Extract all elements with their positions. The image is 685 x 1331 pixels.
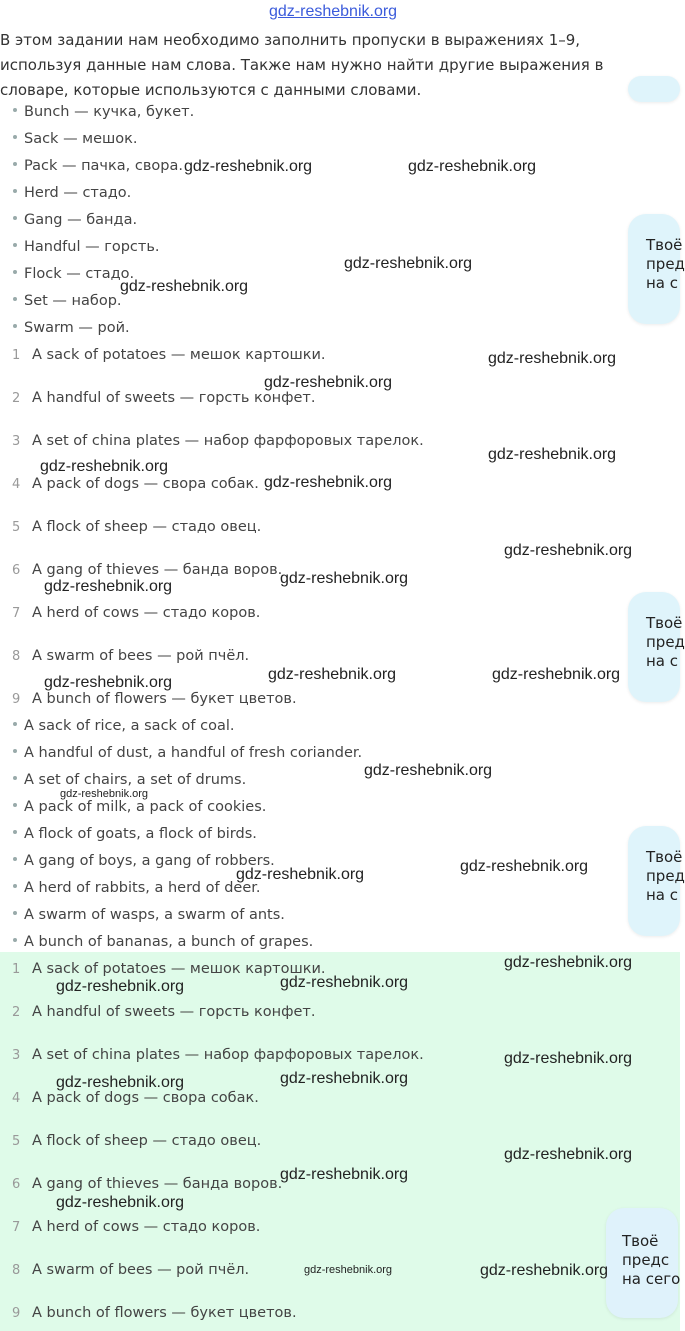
- list-item-text: A bunch of bananas, a bunch of grapes.: [24, 934, 314, 950]
- bullet-icon: [13, 857, 17, 861]
- list-item-text: A sack of rice, a sack of coal.: [24, 718, 235, 734]
- list-item: [13, 131, 138, 147]
- bullet-icon: [13, 830, 17, 834]
- item-number: 3: [12, 434, 21, 449]
- list-item: [13, 104, 194, 120]
- bullet-icon: [13, 108, 17, 112]
- bullet-icon: [13, 324, 17, 328]
- list-item: [12, 1262, 249, 1278]
- list-item-text: A swarm of wasps, a swarm of ants.: [24, 907, 285, 923]
- bubble-line: Твоё: [622, 1232, 659, 1250]
- item-text: A herd of cows — стадо коров.: [32, 605, 261, 621]
- list-item: [12, 433, 424, 449]
- list-item: [13, 266, 134, 282]
- item-text: A swarm of bees — рой пчёл.: [32, 1262, 250, 1278]
- watermark: gdz-reshebnik.org: [236, 866, 365, 883]
- chat-bubble-partial[interactable]: [628, 76, 680, 102]
- list-item-text: A gang of boys, a gang of robbers.: [24, 853, 275, 869]
- list-item: [13, 907, 285, 923]
- list-item: [12, 519, 261, 535]
- item-number: 2: [12, 391, 21, 406]
- bullet-icon: [13, 938, 17, 942]
- item-number: 4: [12, 477, 21, 492]
- chat-bubble[interactable]: [606, 1208, 681, 1318]
- item-text: A handful of sweets — горсть конфет.: [32, 1004, 316, 1020]
- watermark: gdz-reshebnik.org: [504, 1146, 633, 1163]
- item-text: A flock of sheep — стадо овец.: [32, 1133, 262, 1149]
- bullet-icon: [13, 722, 17, 726]
- watermark: gdz-reshebnik.org: [488, 350, 617, 367]
- watermark: gdz-reshebnik.org: [56, 1074, 185, 1091]
- item-number: 1: [12, 348, 21, 363]
- item-number: 8: [12, 649, 21, 664]
- list-item-text: A handful of dust, a handful of fresh coriander.: [24, 745, 363, 761]
- list-item: [13, 320, 130, 336]
- bullet-icon: [13, 189, 17, 193]
- watermark: gdz-reshebnik.org: [460, 858, 589, 875]
- list-item: [12, 347, 326, 363]
- watermark: gdz-reshebnik.org: [44, 578, 173, 595]
- list-item: [12, 691, 297, 707]
- item-text: A set of china plates — набор фарфоровых тарелок.: [32, 433, 424, 449]
- bubble-line: на сего: [622, 1270, 681, 1288]
- list-item: [12, 1090, 259, 1106]
- item-text: A bunch of flowers — букет цветов.: [32, 691, 297, 707]
- list-item-text: Swarm — рой.: [24, 320, 130, 336]
- watermark: gdz-reshebnik.org: [492, 666, 621, 683]
- list-item: [13, 826, 257, 842]
- list-item: [13, 745, 362, 761]
- bubble-line: на с: [646, 886, 679, 904]
- watermark: gdz-reshebnik.org: [40, 458, 169, 475]
- list-item: [12, 1219, 260, 1235]
- bubble-line: Твоё: [646, 848, 683, 866]
- watermark: gdz-reshebnik.org: [264, 474, 393, 491]
- bullet-icon: [13, 270, 17, 274]
- item-text: A gang of thieves — банда воров.: [32, 562, 283, 578]
- list-item: [12, 1004, 315, 1020]
- list-item: [12, 1305, 297, 1321]
- item-text: A sack of potatoes — мешок картошки.: [32, 961, 326, 977]
- list-item: [13, 799, 266, 815]
- watermark: gdz-reshebnik.org: [56, 978, 185, 995]
- list-item: [12, 648, 249, 664]
- list-item-text: A herd of rabbits, a herd of deer.: [24, 880, 261, 896]
- item-text: A pack of dogs — свора собак.: [32, 476, 259, 492]
- watermark: gdz-reshebnik.org: [120, 278, 249, 295]
- bullet-icon: [13, 803, 17, 807]
- watermark-top[interactable]: gdz-reshebnik.org: [269, 3, 398, 20]
- watermark: gdz-reshebnik.org: [184, 158, 313, 175]
- bullet-icon: [13, 135, 17, 139]
- list-item-text: Herd — стадо.: [24, 185, 132, 201]
- list-item-text: A set of chairs, a set of drums.: [24, 772, 247, 788]
- list-item-text: Handful — горсть.: [24, 239, 160, 255]
- bubble-line: на с: [646, 652, 679, 670]
- watermark: gdz-reshebnik.org: [56, 1194, 185, 1211]
- item-number: 2: [12, 1005, 21, 1020]
- watermark: gdz-reshebnik.org: [364, 762, 493, 779]
- item-text: A handful of sweets — горсть конфет.: [32, 390, 316, 406]
- watermark: gdz-reshebnik.org: [280, 974, 409, 991]
- list-item: [13, 934, 313, 950]
- list-item-text: Gang — банда.: [24, 212, 138, 228]
- list-item: [13, 158, 183, 174]
- list-item: [13, 212, 137, 228]
- item-number: 4: [12, 1091, 21, 1106]
- bubble-line: на с: [646, 274, 679, 292]
- item-text: A sack of potatoes — мешок картошки.: [32, 347, 326, 363]
- list-item: [13, 772, 246, 788]
- list-item-text: Flock — стадо.: [24, 266, 135, 282]
- item-number: 7: [12, 606, 21, 621]
- watermark: gdz-reshebnik.org: [280, 1070, 409, 1087]
- list-item-text: A flock of goats, a flock of birds.: [24, 826, 257, 842]
- item-number: 3: [12, 1048, 21, 1063]
- watermark: gdz-reshebnik.org: [488, 446, 617, 463]
- list-item: [13, 718, 235, 734]
- bullet-icon: [13, 749, 17, 753]
- list-item-text: Bunch — кучка, букет.: [24, 104, 195, 120]
- item-text: A pack of dogs — свора собак.: [32, 1090, 259, 1106]
- list-item: [12, 390, 315, 406]
- watermark: gdz-reshebnik.org: [280, 1166, 409, 1183]
- item-number: 1: [12, 962, 21, 977]
- list-item: [12, 961, 326, 977]
- bubble-line: пред: [646, 255, 685, 273]
- list-item: [12, 1133, 261, 1149]
- bubble-line: Твоё: [646, 236, 683, 254]
- bullet-icon: [13, 884, 17, 888]
- item-number: 7: [12, 1220, 21, 1235]
- bullet-icon: [13, 911, 17, 915]
- bullet-icon: [13, 297, 17, 301]
- item-number: 5: [12, 520, 21, 535]
- list-item: [13, 239, 160, 255]
- bubble-line: пред: [646, 867, 685, 885]
- watermark: gdz-reshebnik.org: [504, 954, 633, 971]
- bubble-line: предс: [622, 1251, 670, 1269]
- item-text: A set of china plates — набор фарфоровых тарелок.: [32, 1047, 424, 1063]
- list-item: [12, 605, 260, 621]
- list-item: [13, 880, 260, 896]
- list-item-text: Sack — мешок.: [24, 131, 138, 147]
- item-number: 6: [12, 563, 21, 578]
- watermark: gdz-reshebnik.org: [60, 788, 149, 800]
- list-item: [12, 1176, 282, 1192]
- watermark: gdz-reshebnik.org: [44, 674, 173, 691]
- bullet-icon: [13, 216, 17, 220]
- chat-bubble[interactable]: [628, 214, 685, 324]
- list-item-text: A pack of milk, a pack of cookies.: [24, 799, 267, 815]
- watermark: gdz-reshebnik.org: [504, 1050, 633, 1067]
- item-number: 5: [12, 1134, 21, 1149]
- item-text: A flock of sheep — стадо овец.: [32, 519, 262, 535]
- item-number: 6: [12, 1177, 21, 1192]
- item-text: A bunch of flowers — букет цветов.: [32, 1305, 297, 1321]
- list-item: [12, 476, 259, 492]
- bullet-icon: [13, 776, 17, 780]
- chat-bubble[interactable]: [628, 826, 685, 936]
- item-number: 8: [12, 1263, 21, 1278]
- watermark: gdz-reshebnik.org: [304, 1264, 393, 1276]
- watermark: gdz-reshebnik.org: [268, 666, 397, 683]
- watermark: gdz-reshebnik.org: [280, 570, 409, 587]
- item-text: A swarm of bees — рой пчёл.: [32, 648, 250, 664]
- list-item: [12, 1047, 424, 1063]
- list-item-text: Set — набор.: [24, 293, 122, 309]
- list-item-text: Pack — пачка, свора.: [24, 158, 183, 174]
- item-number: 9: [12, 692, 21, 707]
- bubble-line: пред: [646, 633, 685, 651]
- watermark: gdz-reshebnik.org: [480, 1262, 609, 1279]
- chat-bubble[interactable]: [628, 592, 685, 702]
- watermark: gdz-reshebnik.org: [344, 255, 473, 272]
- bubble-line: Твоё: [646, 614, 683, 632]
- item-text: A gang of thieves — банда воров.: [32, 1176, 283, 1192]
- item-text: A herd of cows — стадо коров.: [32, 1219, 261, 1235]
- bullet-icon: [13, 243, 17, 247]
- intro-text: В этом задании нам необходимо заполнить пропуски в выражениях 1–9, используя данные нам слова. Также нам нужно найти другие выражения в словаре, которые используются с данными словами.: [0, 31, 604, 99]
- list-item: [13, 293, 122, 309]
- list-item: [13, 185, 131, 201]
- bullet-icon: [13, 162, 17, 166]
- item-number: 9: [12, 1306, 21, 1321]
- watermark: gdz-reshebnik.org: [504, 542, 633, 559]
- list-item: [12, 562, 282, 578]
- watermark: gdz-reshebnik.org: [408, 158, 537, 175]
- watermark: gdz-reshebnik.org: [264, 374, 393, 391]
